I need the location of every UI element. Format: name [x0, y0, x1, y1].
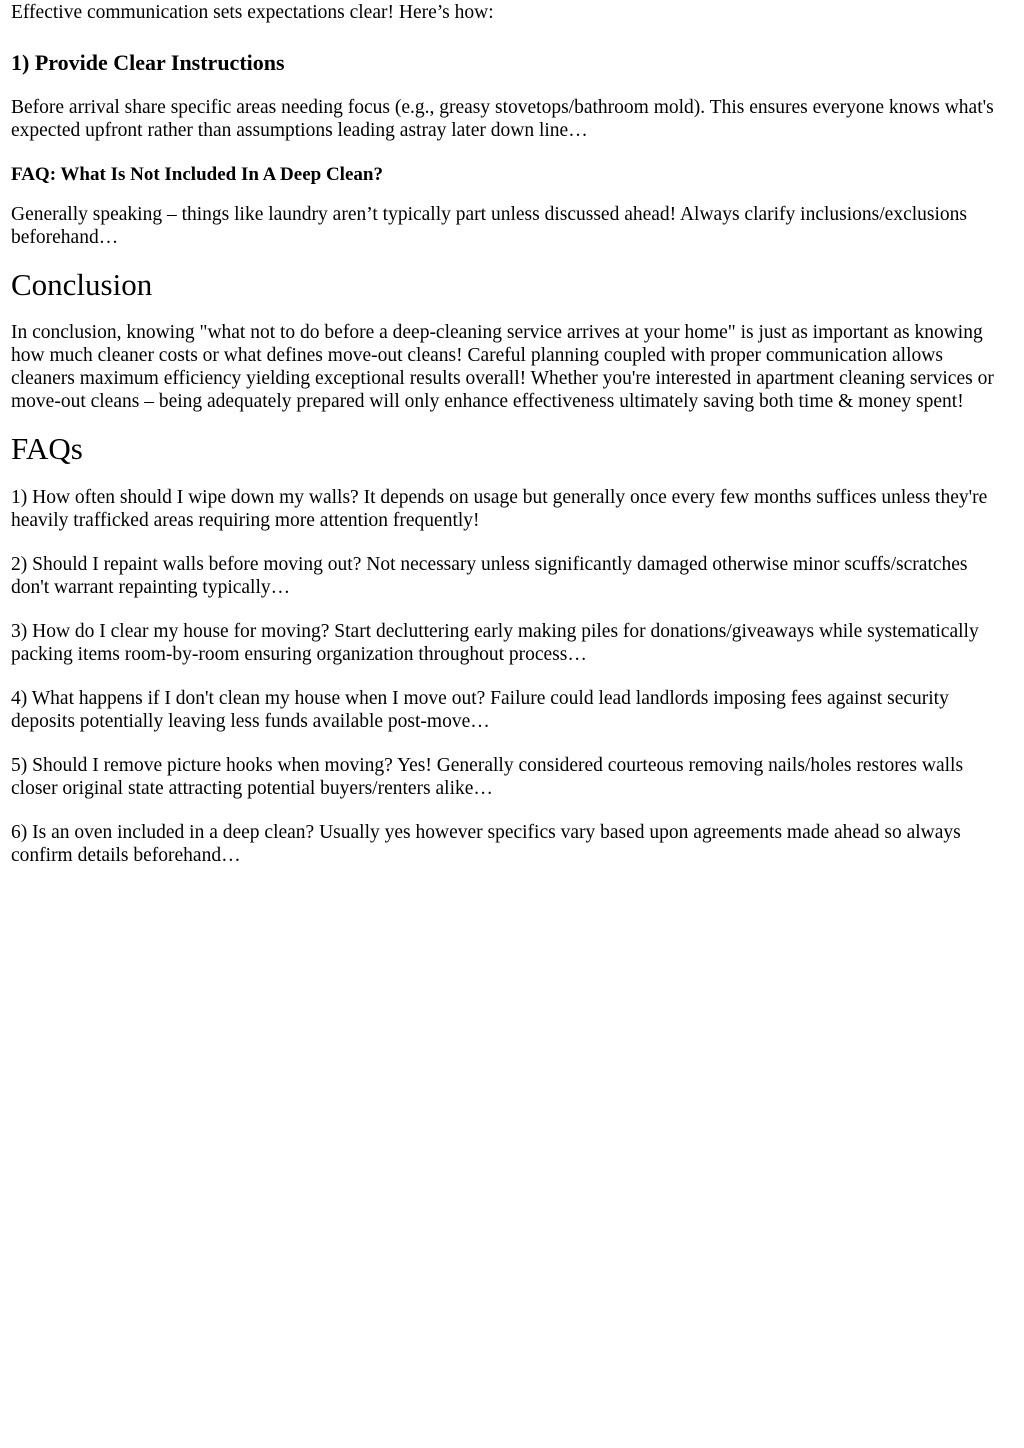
faq-item-4: 4) What happens if I don't clean my house when I move out? Failure could lead landlords imposing fees against security deposits potentially leaving less funds available post-move… [11, 688, 949, 732]
conclusion-paragraph: In conclusion, knowing "what not to do before a deep-cleaning service arrives at your home" is just as important as knowing how much cleaner costs or what defines move-out cleans! Careful planning coupled with proper communication allows cleaners maximum efficiency yielding exceptional results overall! Whether you're interested in apartment cleaning services or move-out cleans – being adequately prepared will only enhance effectiveness ultimately saving both time & money spent! [11, 322, 994, 412]
conclusion-heading: Conclusion [11, 267, 153, 302]
intro-paragraph: Effective communication sets expectations clear! Here’s how: [11, 2, 494, 23]
faq-item-6: 6) Is an oven included in a deep clean? Usually yes however specifics vary based upon agreements made ahead so always confirm details beforehand… [11, 822, 961, 866]
faqs-heading: FAQs [11, 431, 83, 466]
section-heading-clear-instructions: 1) Provide Clear Instructions [11, 50, 285, 75]
faq-item-1: 1) How often should I wipe down my walls? It depends on usage but generally once every few months suffices unless they're heavily trafficked areas requiring more attention frequently! [11, 487, 988, 531]
faq-not-included-paragraph: Generally speaking – things like laundry aren’t typically part unless discussed ahead! Always clarify inclusions/exclusions beforehand… [11, 204, 967, 248]
faq-not-included-heading: FAQ: What Is Not Included In A Deep Clean? [11, 164, 383, 185]
faq-item-5: 5) Should I remove picture hooks when moving? Yes! Generally considered courteous removing nails/holes restores walls closer original state attracting potential buyers/renters alike… [11, 755, 964, 799]
faqs-list [11, 486, 1008, 867]
faq-item-3: 3) How do I clear my house for moving? Start decluttering early making piles for donations/giveaways while systematically packing items room-by-room ensuring organization throughout process… [11, 621, 979, 665]
clear-instructions-paragraph: Before arrival share specific areas needing focus (e.g., greasy stovetops/bathroom mold). This ensures everyone knows what's expected upfront rather than assumptions leading astray later down line… [11, 97, 994, 141]
faq-item-2: 2) Should I repaint walls before moving out? Not necessary unless significantly damaged otherwise minor scuffs/scratches don't warrant repainting typically… [11, 554, 968, 598]
